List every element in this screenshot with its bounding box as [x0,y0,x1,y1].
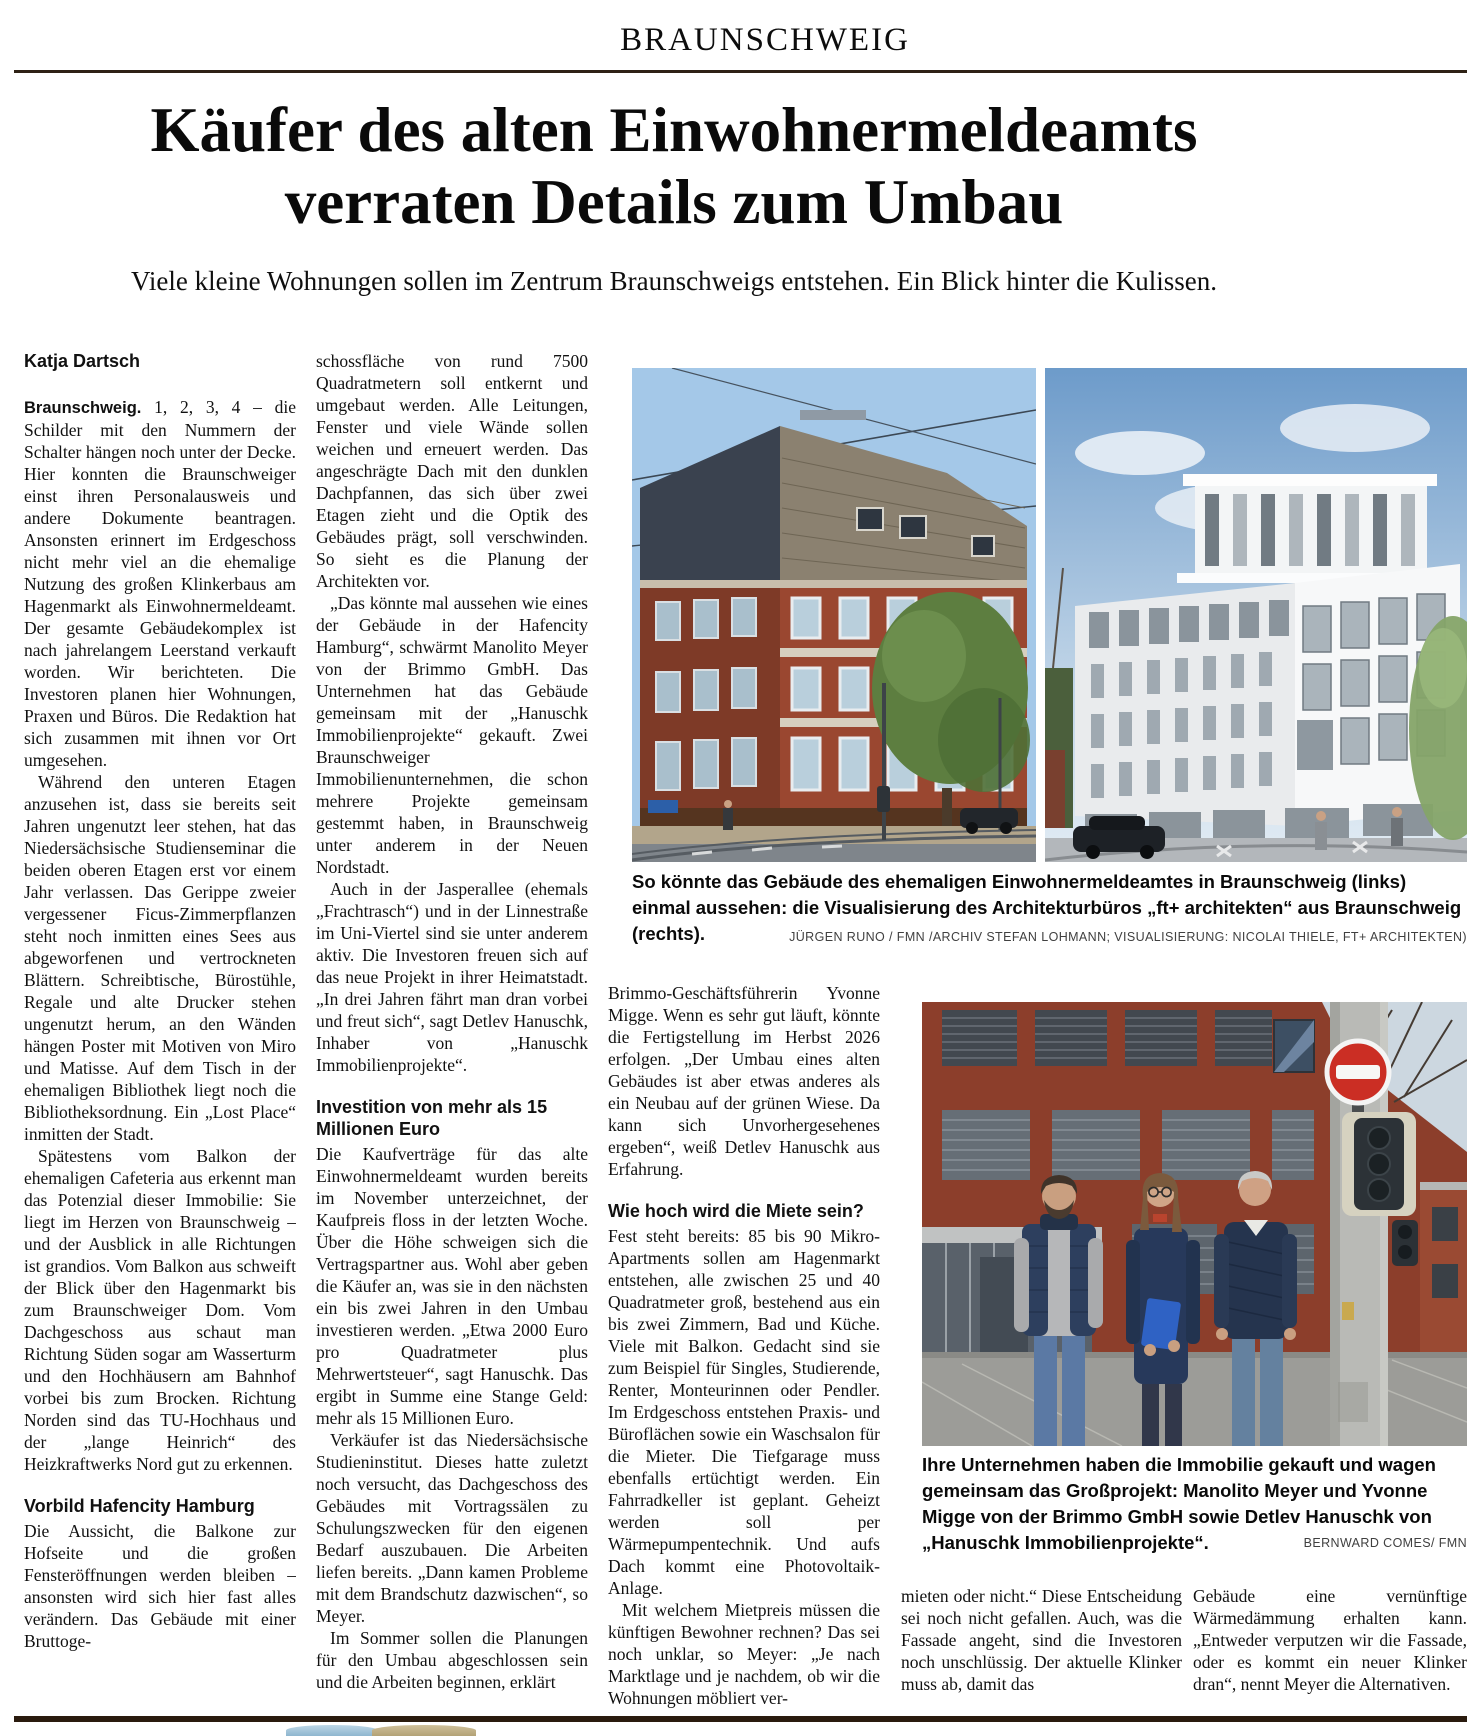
bottom-figure-credit: BERNWARD COMES/ FMN [1303,1536,1467,1550]
bottom-caption-text: Ihre Unternehmen haben die Immobilie gekauft und wagen gemeinsam das Großprojekt: Manolito Meyer und Yvonne Migge von der Brimmo GmbH sowie Detlev Hanuschk von „Hanuschk Immobilienprojekte“. [922,1454,1436,1553]
tree-highlight [882,610,966,702]
cloud [1075,431,1205,475]
storefront-sign [648,800,678,813]
paragraph: Im Sommer sollen die Planungen für den Umbau abgeschlossen sein und die Arbeiten beginnen, erklärt [316,1628,588,1692]
tree-trunk [942,788,952,830]
hand [1284,1328,1296,1340]
no-entry-bar [1336,1065,1380,1079]
top-rule [14,70,1467,73]
subheading-vorbild-hafencity: Vorbild Hafencity Hamburg [24,1496,255,1516]
arm [1014,1238,1029,1332]
bottom-figure-caption [922,1452,1467,1560]
paragraph: Die Aussicht, die Balkone zur Hofseite und die großen Fensteröffnungen werden bleiben – ansonsten wird sich hier fast alles verändern. Das Gebäude mit einer Bruttoge- [24,1521,296,1651]
bottom-figure [922,1002,1467,1446]
cloud [1280,404,1430,452]
hand [1144,1344,1156,1356]
roof-window [972,536,994,556]
corner-glass [1297,720,1333,770]
roof-slab [1183,474,1437,486]
arm [1088,1238,1103,1328]
paragraph: Die Kaufverträge für das alte Einwohnermeldeamt wurden bereits im November unterzeichnet, der Kaufpreis floss in der letzten Woche. Über die Höhe schweigen sich die Vertragspartner aus. Wohl aber geben die Käufer an, was sie in den nächsten ein bis zwei Jahren in den Umbau investieren werden. „Etwa 2000 Euro pro Quadratmeter plus Mehrwertsteuer“, sagt Hanuschk. Das ergibt in Summe eine Stange Geld: mehr als 15 Millionen Euro. [316,1144,588,1428]
arm [1186,1240,1200,1344]
top-figure [632,368,1467,862]
scarf [1153,1214,1167,1222]
hand [1216,1328,1228,1340]
arm [1282,1234,1297,1328]
car-wheel [1086,845,1100,859]
article-headline [14,94,1334,238]
next-page-image-fragment [286,1725,378,1736]
section-label: BRAUNSCHWEIG [620,22,910,58]
tree-highlight [1419,628,1467,708]
arm [1126,1240,1140,1344]
roof-railing [800,410,866,420]
traffic-light-lens [1368,1127,1390,1149]
cornice [640,580,1027,588]
jeans-leg [1034,1332,1057,1446]
paragraph: Während den unteren Etagen anzusehen ist, dass sie bereits seit Jahren ungenutzt leer stehen, hat das Niedersächsische Studienseminar die beiden oberen Etagen erst vor einem Jahr verlassen. Das Gerippe zweier vergessener Ficus-Zimmerpflanzen steht noch inmitten eines Sees aus abgeworfenen und vertrockneten Blättern. Schreibtische, Bürostühle, Regale und alte Drucker stehen ungenutzt herum, an den Wänden hängen Poster mit Motiven von Miro und Matisse. Auf dem Tisch in der ehemaligen Bibliothek liegt noch die Bibliotheksordnung. Ein „Lost Place“ inmitten der Stadt. [24,772,296,1144]
subheading-investition: Investition von mehr als 15 Millionen Euro [316,1097,548,1139]
text-column-4 [901,1585,1182,1712]
text-column-3 [608,982,880,1712]
leg [1142,1384,1159,1446]
paragraph: schossfläche von rund 7500 Quadratmetern soll entkernt und umgebaut werden. Alle Leitungen, Fenster und viele Wände sollen weichen und erneuert werden. Das angeschrägte Dach mit den dunklen Dachpfannen, das sich über zwei Etagen zieht und die Optik des Gebäudes prägt, soll verschwinden. So sieht es die Planung der Architekten vor. [316,351,588,591]
pedestrian-signal-lens [1398,1245,1412,1259]
penthouse [1195,486,1427,576]
headline-line-1: Käufer des alten Einwohnermeldeamts [150,95,1198,165]
dateline: Braunschweig. [24,399,142,417]
paragraph: Brimmo-Geschäftsführerin Yvonne Migge. Wenn es sehr gut läuft, könnte die Fertigstellung im Herbst 2026 erfolgen. „Der Umbau eines alten Gebäudes ist aber etwas anderes als ein Neubau auf der grünen Wiese. Da kann sich Unvorhergesehenes ergeben“, weiß Detlev Hanuschk aus Erfahrung. [608,983,880,1179]
window-band-2 [942,1110,1314,1180]
paragraph: Mit welchem Mietpreis müssen die künftigen Bewohner rechnen? Das sei noch unklar, so Meyer: „Je nach Marktlage und je nachdem, ob wir die Wohnungen möbliert ver- [608,1600,880,1708]
paragraph: Fest steht bereits: 85 bis 90 Mikro-Apartments sollen am Hagenmarkt entstehen, alle zwischen 25 und 40 Quadratmeter groß, bestehend aus ein bis zwei Zimmern, Bad und Küche. Viele mit Balkon. Gedacht sind sie zum Beispiel für Singles, Studierende, Renter, Monteurinnen oder Pendler. Im Erdgeschoss entstehen Praxis- und Büroflächen sowie ein Waschsalon für die Mieter. Die Tiefgarage muss ebenfalls ertüchtigt werden. Ein Fahrradkeller ist geplant. Geheizt werden soll per Wärmepumpentechnik. Und aufs Dach kommt eine Photovoltaik-Anlage. [608,1226,880,1598]
top-figure-caption: So könnte das Gebäude des ehemaligen Einwohnermeldeamtes in Braunschweig (links) einmal aussehen: die Visualisierung des Architekturbüros „ft+ architekten“ aus Braunschweig (rechts). [632,871,1462,944]
paragraph: Verkäufer ist das Niedersächsische Studieninstitut. Dieses hatte zuletzt noch versucht, das Dachgeschoss des Gebäudes mit Vortragssälen zu Schulungszwecken für den eigenen Bedarf auszubauen. Die Arbeiten liefen bereits. „Dann kamen Probleme mit dem Brandschutz dazwischen“, so Meyer. [316,1430,588,1626]
car-wheel [1140,845,1154,859]
left-windows [656,598,756,790]
paragraph: Gebäude eine vernünftige Wärmedämmung erhalten kann. „Entweder verputzen wir die Fassade, oder es kommt ein neuer Klinker dran“, nennt Meyer die Alternativen. [1193,1586,1467,1694]
pedestrian-body [1391,818,1403,846]
traffic-light [877,786,890,812]
vest [1224,1222,1288,1339]
pedestrian-head [724,800,732,808]
text-column-5 [1193,1585,1467,1712]
top-figure-credit: JÜRGEN RUNO / FMN /ARCHIV STEFAN LOHMANN; VISUALISIERUNG: NICOLAI THIELE, FT+ ARCHITEKTEN) [789,930,1467,944]
article-deck: Viele kleine Wohnungen sollen im Zentrum Braunschweigs entstehen. Ein Blick hinter die Kulissen. [131,266,1217,296]
roof-window [900,516,926,538]
car-wheel [1000,822,1012,834]
photo-investors [922,1002,1467,1446]
tree-shadow [938,688,1030,792]
pedestrian-body [723,808,733,830]
pedestrian-body [1315,822,1327,850]
jeans-leg [1232,1332,1255,1446]
jeans-leg [1062,1332,1085,1446]
window-band-1 [942,1010,1272,1066]
byline: Katja Dartsch [24,351,141,371]
paragraph: „Das könnte mal aussehen wie eines der Gebäude in der Hafencity Hamburg“, schwärmt Manolito Meyer von der Brimmo GmbH. Das Unternehmen hat das Gebäude gemeinsam mit der „Hanuschk Immobilienprojekte“ gekauft. Zwei Braunschweiger Immobilienunternehmen, die schon mehrere Projekte gemeinsam gestemmt haben, in Braunschweig unter anderem in der Neuen Nordstadt. [316,593,588,877]
hand [1168,1340,1180,1352]
pole-sticker [1342,1302,1354,1320]
paragraph: mieten oder nicht.“ Diese Entscheidung sei noch nicht gefallen. Auch, was die Fassade angeht, sind die Investoren noch unschlüssig. Der aktuelle Klinker muss ab, damit das [901,1586,1182,1694]
arm [1214,1234,1229,1328]
text-column-1 [24,350,296,1712]
pedestrian-head [1392,807,1402,817]
car-wheel [966,822,978,834]
neighbor-band [1420,1182,1467,1190]
car-roof [1089,816,1145,830]
leg [1165,1384,1182,1446]
photo-old-building [632,368,1036,862]
headline-line-2: verraten Details zum Umbau [284,167,1064,237]
brick-strip [1045,750,1065,828]
neighbor-window [1432,1264,1458,1298]
paragraph: Auch in der Jasperallee (ehemals „Frachtrasch“) und in der Linnestraße im Uni-Viertel sind sie unter anderem aktiv. Die Investoren freuen sich auf das neue Projekt in ihrer Heimatstadt. „In drei Jahren fährt man dran vorbei und freut sich“, sagt Detlev Hanuschk, Inhaber von „Hanuschk Immobilienprojekte“. [316,879,588,1075]
neighbor-window [1432,1207,1458,1241]
visualization-new-building [1045,368,1467,862]
paragraph: Spätestens vom Balkon der ehemaligen Cafeteria aus erkennt man das Potenzial dieser Immobilie: Sie liegt im Herzen von Braunschweig – und der Ausblick in alle Richtungen ist grandios. Vom Balkon aus schweift der Blick über den Hagenmarkt bis zum Braunschweiger Dom. Vom Dachgeschoss aus schaut man Richtung Süden sogar am Wasserturm und den Hochhäusern am Bahnhof vorbei bis zum Brocken. Richtung Norden sind das TU-Hochhaus und der „lange Heinrich“ des Heizkraftwerks Nord gut zu erkennen. [24,1146,296,1474]
traffic-light-lens [1368,1179,1390,1201]
paragraph [24,396,296,771]
paragraph-text: 1, 2, 3, 4 – die Schilder mit den Nummern der Schalter hängen noch unter der Decke. Hier konnten die Braunschweiger einst ihren Personalausweis und andere Dokumente beantragen. Ansonsten erinnert im Erdgeschoss nicht mehr viel an die ehemalige Nutzung des großen Klinkerbaus am Hagenmarkt als Einwohnermeldeamt. Der gesamte Gebäudekomplex ist nach jahrelangem Leerstand verkauft worden. Wir berichteten. Die Investoren planen hier Wohnungen, Praxen und Büros. Die Redaktion hat sich zusammen mit ihnen vor Ort umgesehen. [24,397,296,770]
next-page-image-fragment [372,1725,476,1736]
bottom-rule [14,1716,1467,1722]
pedestrian-signal-lens [1398,1225,1412,1239]
text-column-2 [316,350,588,1712]
roof-window [857,508,883,530]
traffic-light-lens [1368,1153,1390,1175]
pole-stain [1338,1382,1368,1422]
pedestrian-head [1316,811,1326,821]
subheading-miete: Wie hoch wird die Miete sein? [608,1201,864,1221]
jeans-leg [1260,1332,1283,1446]
